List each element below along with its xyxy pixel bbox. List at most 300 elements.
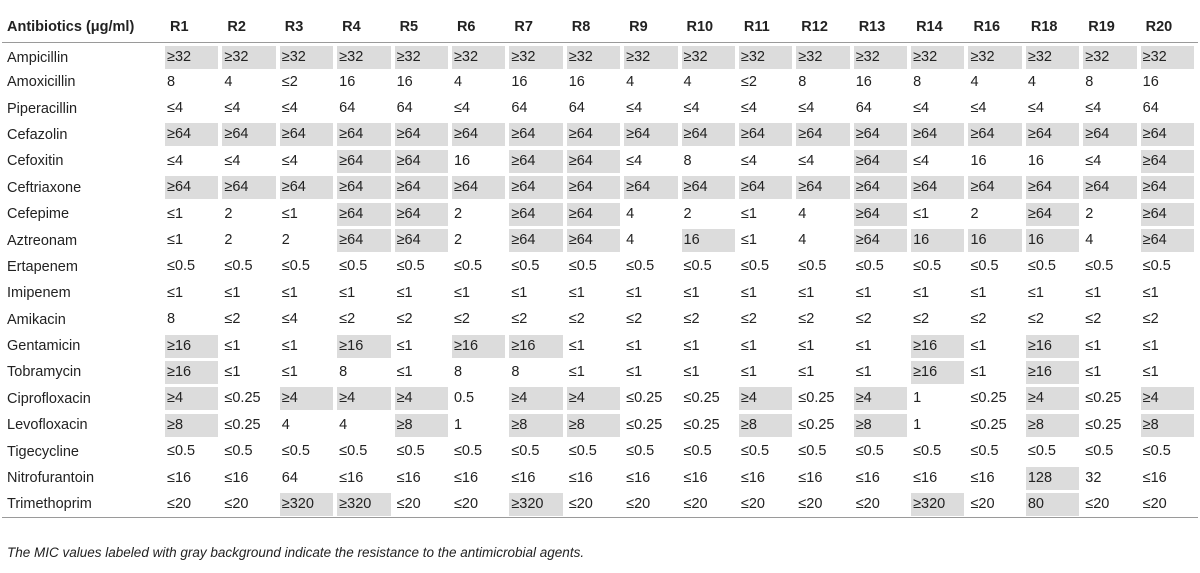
mic-value: ≤2 xyxy=(626,311,643,328)
mic-value: ≤0.5 xyxy=(626,443,655,460)
mic-value-resistant: ≥32 xyxy=(911,46,964,69)
mic-value-resistant: ≥320 xyxy=(337,493,390,516)
mic-cell xyxy=(911,465,968,491)
mic-value-resistant: ≥64 xyxy=(854,150,907,173)
header-isolate: R14 xyxy=(911,11,968,43)
mic-value: ≤4 xyxy=(1085,100,1102,117)
mic-cell xyxy=(452,307,509,333)
mic-value: 2 xyxy=(453,232,463,249)
header-isolate: R8 xyxy=(567,11,624,43)
mic-cell xyxy=(280,465,337,491)
mic-value: ≤16 xyxy=(339,469,364,486)
antibiotic-name: Imipenem xyxy=(7,285,71,302)
mic-value: ≤0.5 xyxy=(1027,443,1056,460)
antibiotic-name: Levofloxacin xyxy=(7,417,88,434)
mic-value: ≤4 xyxy=(224,152,241,169)
mic-cell xyxy=(452,280,509,306)
mic-value: ≤1 xyxy=(568,363,585,380)
mic-value-resistant: ≥64 xyxy=(854,123,907,146)
mic-value: ≤4 xyxy=(798,100,815,117)
mic-value: 4 xyxy=(339,416,348,433)
mic-cell xyxy=(968,359,1025,385)
mic-cell xyxy=(165,148,222,174)
mic-value-resistant: ≥64 xyxy=(854,176,907,199)
mic-value: 64 xyxy=(281,469,298,486)
mic-cell xyxy=(796,175,853,201)
mic-value-resistant: ≥320 xyxy=(509,493,562,516)
mic-value: ≤20 xyxy=(453,495,479,512)
mic-cell xyxy=(1141,148,1198,174)
mic-value: ≤1 xyxy=(167,232,184,249)
mic-cell xyxy=(452,333,509,359)
mic-value-resistant: ≥16 xyxy=(509,335,562,358)
mic-value-resistant: ≥64 xyxy=(395,203,448,226)
mic-value: ≤0.5 xyxy=(568,443,597,460)
mic-cell xyxy=(395,491,452,517)
mic-value: 4 xyxy=(1027,73,1036,90)
antibiotic-name: Amoxicillin xyxy=(7,74,76,91)
mic-value: ≤16 xyxy=(683,469,708,486)
mic-value: ≤16 xyxy=(855,469,880,486)
mic-value-resistant: ≥64 xyxy=(567,229,620,252)
mic-cell xyxy=(280,386,337,412)
mic-value: ≤0.5 xyxy=(626,258,655,275)
mic-cell xyxy=(624,175,681,201)
mic-cell xyxy=(682,254,739,280)
table-row xyxy=(2,280,1198,306)
mic-value: ≤1 xyxy=(683,284,700,301)
mic-cell xyxy=(1026,307,1083,333)
mic-value-resistant: ≥32 xyxy=(968,46,1021,69)
mic-value-resistant: ≥32 xyxy=(1141,46,1194,69)
mic-cell xyxy=(1026,122,1083,148)
header-isolate: R20 xyxy=(1141,11,1198,43)
mic-value-resistant: ≥8 xyxy=(1026,414,1079,437)
header-isolate: R12 xyxy=(796,11,853,43)
mic-cell xyxy=(911,491,968,517)
mic-cell xyxy=(567,333,624,359)
mic-cell xyxy=(567,386,624,412)
mic-value: 8 xyxy=(798,73,807,90)
mic-cell xyxy=(1141,95,1198,121)
mic-value: ≤1 xyxy=(970,284,987,301)
mic-value-resistant: ≥64 xyxy=(395,229,448,252)
mic-cell xyxy=(280,175,337,201)
mic-value: 4 xyxy=(281,416,290,433)
mic-value: ≤1 xyxy=(339,284,356,301)
mic-cell xyxy=(739,95,796,121)
mic-value-resistant: ≥32 xyxy=(567,46,620,69)
mic-cell xyxy=(796,280,853,306)
mic-cell xyxy=(1026,201,1083,227)
mic-cell xyxy=(280,333,337,359)
mic-value: ≤0.5 xyxy=(224,443,253,460)
mic-value: ≤1 xyxy=(1142,363,1159,380)
mic-value: 16 xyxy=(568,73,585,90)
mic-value: ≤0.5 xyxy=(568,258,597,275)
mic-value: 64 xyxy=(568,100,585,117)
table-row xyxy=(2,412,1198,438)
mic-value: ≤1 xyxy=(1027,284,1044,301)
mic-cell xyxy=(796,69,853,95)
mic-cell xyxy=(968,307,1025,333)
mic-cell xyxy=(911,175,968,201)
mic-cell xyxy=(968,438,1025,464)
mic-value: ≤20 xyxy=(970,495,995,512)
mic-value-resistant: ≥64 xyxy=(682,123,735,146)
mic-cell xyxy=(567,69,624,95)
mic-value: 1 xyxy=(453,416,463,433)
mic-cell xyxy=(911,254,968,280)
mic-cell xyxy=(682,122,739,148)
mic-value: ≤1 xyxy=(568,284,585,301)
mic-value-resistant: ≥64 xyxy=(1083,176,1136,199)
mic-cell xyxy=(280,438,337,464)
mic-cell xyxy=(739,333,796,359)
mic-value: ≤0.5 xyxy=(339,258,368,275)
mic-cell xyxy=(165,175,222,201)
mic-cell xyxy=(854,333,911,359)
mic-value: ≤2 xyxy=(1027,311,1044,328)
mic-cell xyxy=(854,95,911,121)
mic-cell xyxy=(854,307,911,333)
mic-value-resistant: ≥64 xyxy=(165,176,218,199)
mic-value: ≤0.5 xyxy=(1085,258,1114,275)
mic-cell xyxy=(337,438,394,464)
mic-cell xyxy=(452,95,509,121)
mic-value: ≤1 xyxy=(626,337,643,354)
mic-cell xyxy=(1083,438,1140,464)
mic-value: ≤16 xyxy=(224,469,249,486)
mic-cell xyxy=(452,69,509,95)
mic-value: ≤2 xyxy=(568,311,585,328)
mic-cell xyxy=(796,359,853,385)
mic-cell xyxy=(1026,465,1083,491)
mic-value-resistant: ≥64 xyxy=(796,123,849,146)
mic-cell xyxy=(337,359,394,385)
mic-cell xyxy=(509,359,566,385)
mic-cell xyxy=(452,491,509,517)
mic-value: ≤0.5 xyxy=(281,258,310,275)
mic-cell xyxy=(509,438,566,464)
mic-cell xyxy=(968,254,1025,280)
mic-cell xyxy=(567,438,624,464)
mic-value-resistant: ≥64 xyxy=(509,229,562,252)
mic-cell xyxy=(968,201,1025,227)
header-isolate: R18 xyxy=(1026,11,1083,43)
mic-cell xyxy=(165,412,222,438)
mic-value-resistant: ≥64 xyxy=(280,123,333,146)
mic-value: ≤0.25 xyxy=(626,416,663,433)
mic-cell xyxy=(968,333,1025,359)
mic-cell xyxy=(739,148,796,174)
mic-value: ≤2 xyxy=(511,311,528,328)
mic-cell xyxy=(222,95,279,121)
mic-value-resistant: ≥64 xyxy=(682,176,735,199)
mic-cell xyxy=(509,254,566,280)
mic-value-resistant: 128 xyxy=(1026,467,1079,490)
mic-cell xyxy=(739,227,796,253)
mic-cell xyxy=(1026,412,1083,438)
antibiotic-name: Tobramycin xyxy=(7,364,82,381)
mic-cell xyxy=(968,148,1025,174)
mic-value: ≤4 xyxy=(740,152,757,169)
mic-value-resistant: ≥64 xyxy=(337,203,390,226)
mic-value: ≤2 xyxy=(740,311,757,328)
mic-value: 16 xyxy=(453,152,471,169)
mic-value: ≤1 xyxy=(740,232,757,249)
mic-cell xyxy=(796,465,853,491)
mic-value: ≤1 xyxy=(855,337,872,354)
mic-cell xyxy=(739,254,796,280)
mic-cell xyxy=(796,201,853,227)
mic-value: ≤1 xyxy=(626,363,643,380)
mic-cell xyxy=(567,254,624,280)
mic-cell xyxy=(222,148,279,174)
mic-value-resistant: ≥64 xyxy=(1141,150,1194,173)
mic-cell xyxy=(739,175,796,201)
mic-value: ≤16 xyxy=(913,469,938,486)
mic-value-resistant: ≥32 xyxy=(682,46,735,69)
mic-cell xyxy=(1083,148,1140,174)
mic-cell xyxy=(682,386,739,412)
mic-value-resistant: 80 xyxy=(1026,493,1079,516)
mic-cell xyxy=(682,307,739,333)
mic-value: 16 xyxy=(1027,152,1044,169)
mic-value: ≤0.25 xyxy=(1085,416,1122,433)
mic-value: ≤1 xyxy=(1142,284,1159,301)
mic-cell xyxy=(968,69,1025,95)
mic-cell xyxy=(1141,438,1198,464)
mic-cell xyxy=(739,491,796,517)
mic-value: 2 xyxy=(281,232,290,249)
mic-cell xyxy=(624,201,681,227)
mic-cell xyxy=(682,95,739,121)
mic-value: ≤4 xyxy=(970,100,987,117)
mic-value: ≤20 xyxy=(1142,495,1167,512)
mic-cell xyxy=(682,359,739,385)
mic-cell xyxy=(796,386,853,412)
mic-value-resistant: ≥8 xyxy=(395,414,448,437)
mic-cell xyxy=(222,438,279,464)
mic-cell xyxy=(624,43,681,70)
mic-cell xyxy=(796,122,853,148)
mic-value: ≤1 xyxy=(396,337,413,354)
mic-value: ≤4 xyxy=(167,100,184,117)
mic-value-resistant: ≥64 xyxy=(165,123,218,146)
mic-value: ≤1 xyxy=(855,284,872,301)
mic-value: ≤1 xyxy=(740,363,757,380)
mic-value-resistant: ≥64 xyxy=(1026,203,1079,226)
antibiotic-name: Trimethoprim xyxy=(2,491,165,517)
mic-cell xyxy=(911,201,968,227)
mic-cell xyxy=(624,307,681,333)
mic-value: ≤0.5 xyxy=(453,258,483,275)
mic-value: 4 xyxy=(798,205,807,222)
mic-cell xyxy=(395,465,452,491)
mic-cell xyxy=(796,43,853,70)
mic-value-resistant: ≥64 xyxy=(395,123,448,146)
mic-value: ≤2 xyxy=(224,311,241,328)
mic-cell xyxy=(222,227,279,253)
mic-cell xyxy=(682,201,739,227)
table-row xyxy=(2,333,1198,359)
mic-value-resistant: ≥64 xyxy=(567,123,620,146)
mic-cell xyxy=(509,175,566,201)
mic-value-resistant: ≥64 xyxy=(1026,176,1079,199)
mic-value: 64 xyxy=(511,100,528,117)
mic-cell xyxy=(854,438,911,464)
mic-value: 4 xyxy=(1085,232,1094,249)
mic-cell xyxy=(165,333,222,359)
antibiotic-name: Nitrofurantoin xyxy=(7,470,95,487)
mic-cell xyxy=(1026,69,1083,95)
mic-value: ≤16 xyxy=(511,469,536,486)
mic-value: ≤0.25 xyxy=(683,416,720,433)
table-row xyxy=(2,465,1198,491)
antibiotic-name: Amikacin xyxy=(7,311,66,328)
mic-value: 4 xyxy=(798,232,807,249)
header-row xyxy=(2,11,1198,43)
mic-cell xyxy=(1083,307,1140,333)
mic-cell xyxy=(509,386,566,412)
mic-cell xyxy=(222,254,279,280)
mic-value: ≤0.25 xyxy=(224,416,261,433)
mic-value: ≤4 xyxy=(683,100,700,117)
mic-cell xyxy=(337,491,394,517)
mic-cell xyxy=(1141,307,1198,333)
table-row xyxy=(2,438,1198,464)
mic-value-resistant: ≥64 xyxy=(337,123,390,146)
mic-value: ≤0.5 xyxy=(913,443,942,460)
mic-value-resistant: ≥4 xyxy=(337,387,390,410)
mic-cell xyxy=(222,412,279,438)
mic-cell xyxy=(911,280,968,306)
mic-value: ≤2 xyxy=(913,311,930,328)
mic-cell xyxy=(337,412,394,438)
mic-value: ≤0.5 xyxy=(224,258,253,275)
mic-cell xyxy=(509,148,566,174)
mic-value-resistant: ≥64 xyxy=(1141,123,1194,146)
mic-cell xyxy=(337,307,394,333)
mic-cell xyxy=(624,148,681,174)
mic-cell xyxy=(968,43,1025,70)
mic-value: ≤0.5 xyxy=(683,258,712,275)
mic-cell xyxy=(452,227,509,253)
mic-value: ≤0.25 xyxy=(970,416,1007,433)
mic-cell xyxy=(395,412,452,438)
table-row xyxy=(2,359,1198,385)
mic-value: ≤0.5 xyxy=(396,443,425,460)
mic-value-resistant: 16 xyxy=(682,229,735,252)
mic-value-resistant: ≥8 xyxy=(165,414,218,437)
mic-value-resistant: ≥32 xyxy=(1026,46,1079,69)
mic-value: 1 xyxy=(913,416,922,433)
mic-cell xyxy=(911,122,968,148)
mic-cell xyxy=(624,95,681,121)
mic-cell xyxy=(165,359,222,385)
mic-cell xyxy=(337,201,394,227)
mic-value: ≤1 xyxy=(855,363,872,380)
mic-cell xyxy=(509,307,566,333)
table-row xyxy=(2,69,1198,95)
mic-value: ≤2 xyxy=(798,311,815,328)
mic-cell xyxy=(796,307,853,333)
mic-value: ≤0.5 xyxy=(740,258,770,275)
mic-table xyxy=(2,11,1198,518)
mic-cell xyxy=(337,69,394,95)
mic-value: 2 xyxy=(453,205,463,222)
mic-value: ≤2 xyxy=(453,311,470,328)
mic-value: ≤1 xyxy=(913,284,930,301)
mic-value-resistant: 16 xyxy=(968,229,1021,252)
mic-cell xyxy=(1141,386,1198,412)
mic-cell xyxy=(1141,280,1198,306)
mic-value: ≤4 xyxy=(1027,100,1044,117)
mic-cell xyxy=(968,95,1025,121)
mic-value-resistant: ≥16 xyxy=(165,335,218,358)
mic-value: ≤1 xyxy=(1085,363,1102,380)
mic-cell xyxy=(624,69,681,95)
mic-cell xyxy=(337,386,394,412)
mic-value: ≤1 xyxy=(1142,337,1159,354)
mic-value: 0.5 xyxy=(453,390,475,407)
mic-cell xyxy=(509,333,566,359)
mic-value: 2 xyxy=(224,205,233,222)
mic-cell xyxy=(1083,359,1140,385)
mic-cell xyxy=(509,201,566,227)
mic-value: ≤0.5 xyxy=(970,258,999,275)
mic-cell xyxy=(1083,465,1140,491)
mic-value: 8 xyxy=(339,363,348,380)
mic-cell xyxy=(682,465,739,491)
mic-cell xyxy=(280,95,337,121)
mic-value-resistant: ≥32 xyxy=(280,46,333,69)
mic-value-resistant: ≥8 xyxy=(739,414,792,437)
mic-value-resistant: ≥64 xyxy=(1026,123,1079,146)
mic-cell xyxy=(337,227,394,253)
mic-value-resistant: 16 xyxy=(911,229,964,252)
mic-value: ≤20 xyxy=(798,495,823,512)
mic-cell xyxy=(1141,412,1198,438)
mic-value: ≤1 xyxy=(798,363,815,380)
mic-value: ≤2 xyxy=(281,73,298,90)
mic-cell xyxy=(854,201,911,227)
header-isolate: R13 xyxy=(854,11,911,43)
mic-value: 4 xyxy=(683,73,692,90)
mic-cell xyxy=(222,201,279,227)
mic-value: ≤16 xyxy=(798,469,823,486)
table-row xyxy=(2,148,1198,174)
mic-cell xyxy=(739,465,796,491)
mic-value-resistant: ≥64 xyxy=(968,176,1021,199)
mic-value-resistant: ≥64 xyxy=(567,203,620,226)
mic-cell xyxy=(968,386,1025,412)
mic-cell xyxy=(624,227,681,253)
mic-value: ≤0.5 xyxy=(855,258,884,275)
mic-cell xyxy=(452,148,509,174)
mic-cell xyxy=(796,254,853,280)
mic-value-resistant: ≥64 xyxy=(509,123,562,146)
mic-cell xyxy=(1083,95,1140,121)
mic-value: ≤4 xyxy=(281,100,298,117)
header-antibiotics: Antibiotics (μg/ml) xyxy=(2,11,165,43)
mic-value: ≤1 xyxy=(970,337,987,354)
mic-value: 4 xyxy=(224,73,233,90)
mic-value-resistant: ≥64 xyxy=(280,176,333,199)
mic-cell xyxy=(1026,148,1083,174)
mic-cell xyxy=(682,227,739,253)
